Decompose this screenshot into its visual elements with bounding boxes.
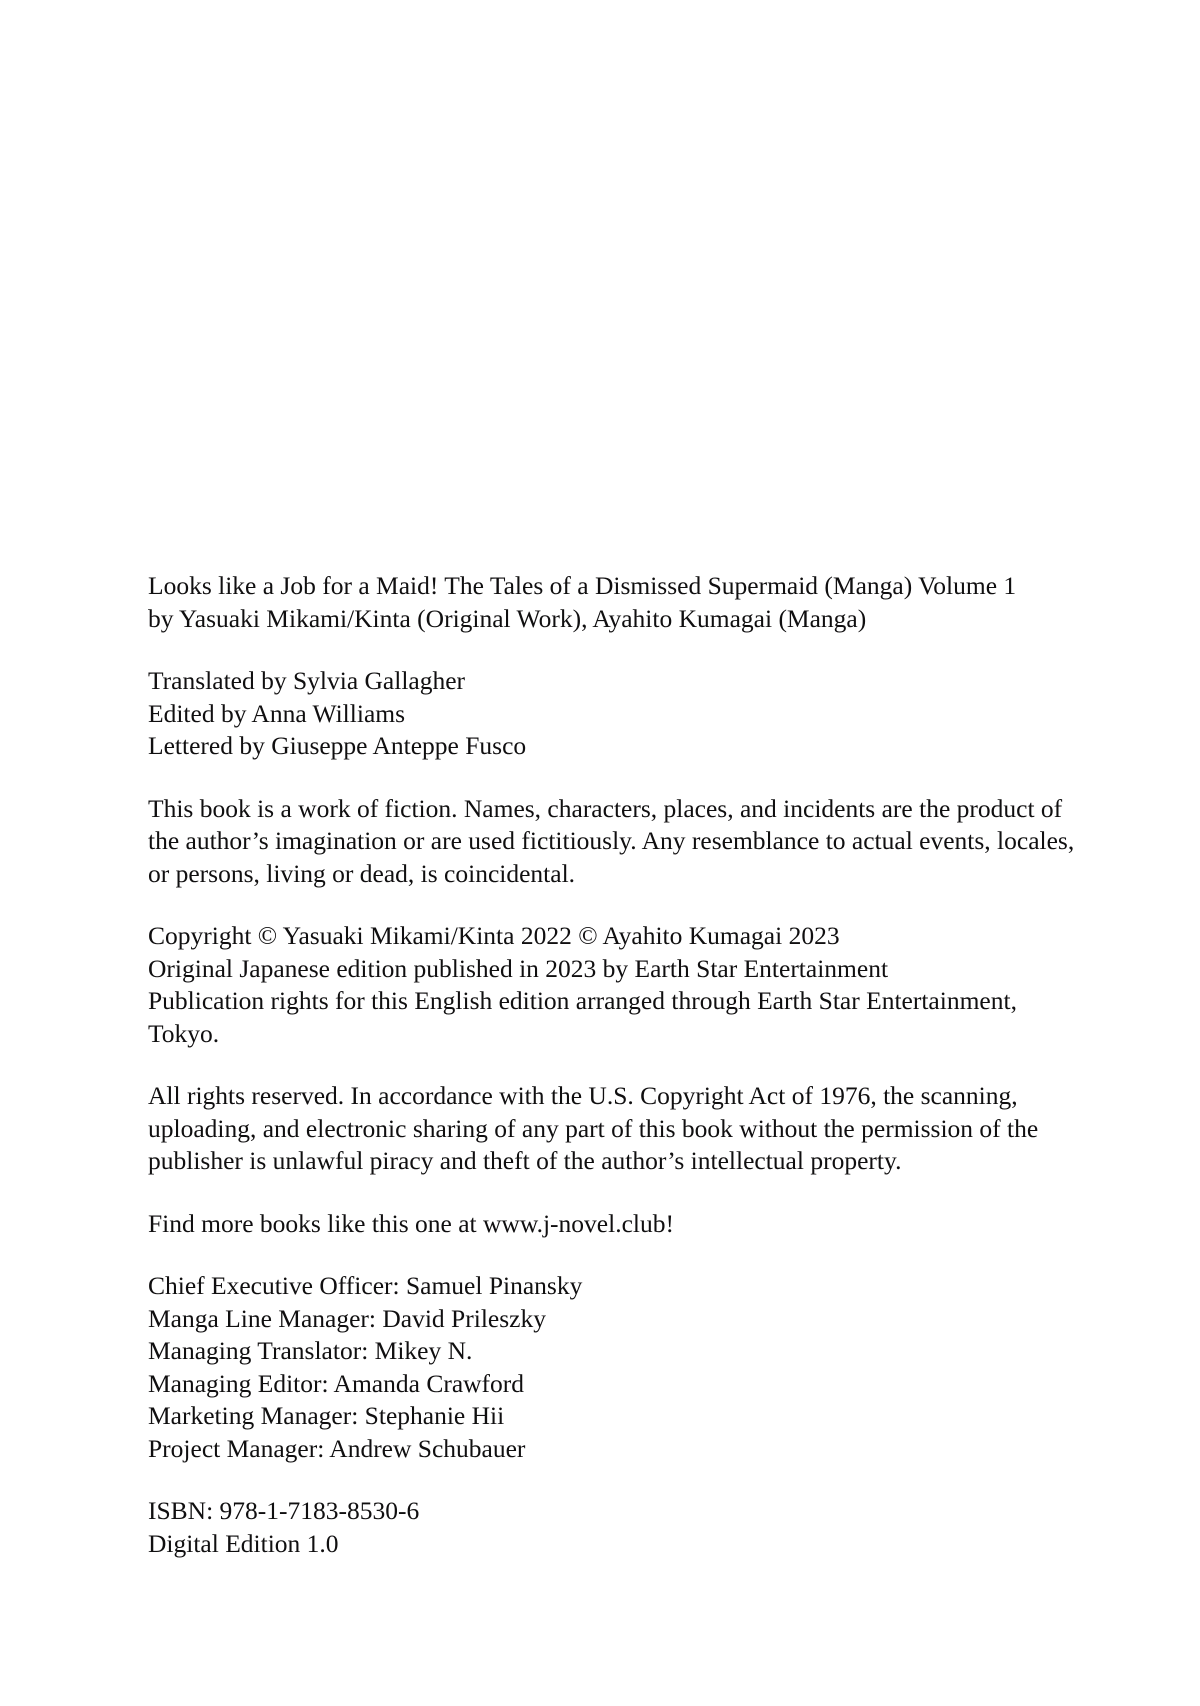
staff-ceo: Chief Executive Officer: Samuel Pinansky (148, 1271, 583, 1300)
fiction-disclaimer-text: This book is a work of fiction. Names, characters, places, and incidents are the product of the author’s imagination or are used fictitiously. Any resemblance to actual events, locales, or persons, living or dead, is coincidental. (148, 793, 1075, 888)
translator-credit: Translated by Sylvia Gallagher (148, 666, 466, 695)
editor-credit: Edited by Anna Williams (148, 698, 406, 728)
staff-project-manager: Project Manager: Andrew Schubauer (148, 1433, 526, 1463)
production-credits-block (148, 665, 1088, 763)
book-title-line: Looks like a Job for a Maid! The Tales of a Dismissed Supermaid (Manga) Volume 1 (148, 571, 1017, 600)
copyright-block (148, 920, 1088, 1050)
digital-edition-line: Digital Edition 1.0 (148, 1528, 339, 1558)
fiction-disclaimer-block (148, 793, 1088, 891)
staff-managing-editor: Managing Editor: Amanda Crawford (148, 1368, 525, 1398)
staff-managing-translator: Managing Translator: Mikey N. (148, 1336, 473, 1365)
isbn-line: ISBN: 978-1-7183-8530-6 (148, 1496, 420, 1525)
letterer-credit: Lettered by Giuseppe Anteppe Fusco (148, 731, 527, 760)
publication-rights-line: Publication rights for this English edition arranged through Earth Star Entertainment, Tokyo. (148, 986, 1017, 1048)
colophon-content (148, 570, 1088, 1560)
copyright-line: Copyright © Yasuaki Mikami/Kinta 2022 © Ayahito Kumagai 2023 (148, 921, 840, 950)
staff-manga-line-manager: Manga Line Manager: David Prileszky (148, 1303, 546, 1333)
original-edition-line: Original Japanese edition published in 2023 by Earth Star Entertainment (148, 953, 889, 983)
book-authors-line: by Yasuaki Mikami/Kinta (Original Work), Ayahito Kumagai (Manga) (148, 603, 867, 633)
promo-block (148, 1208, 1088, 1241)
staff-marketing-manager: Marketing Manager: Stephanie Hii (148, 1401, 505, 1430)
title-block (148, 570, 1088, 635)
promo-text: Find more books like this one at www.j-novel.club! (148, 1208, 674, 1238)
staff-block (148, 1270, 1088, 1465)
rights-reserved-text: All rights reserved. In accordance with the U.S. Copyright Act of 1976, the scanning, uploading, and electronic sharing of any part of this book without the permission of the publisher is unlawful piracy and theft of the author’s intellectual property. (148, 1081, 1039, 1175)
edition-block (148, 1495, 1088, 1560)
rights-reserved-block (148, 1080, 1088, 1178)
